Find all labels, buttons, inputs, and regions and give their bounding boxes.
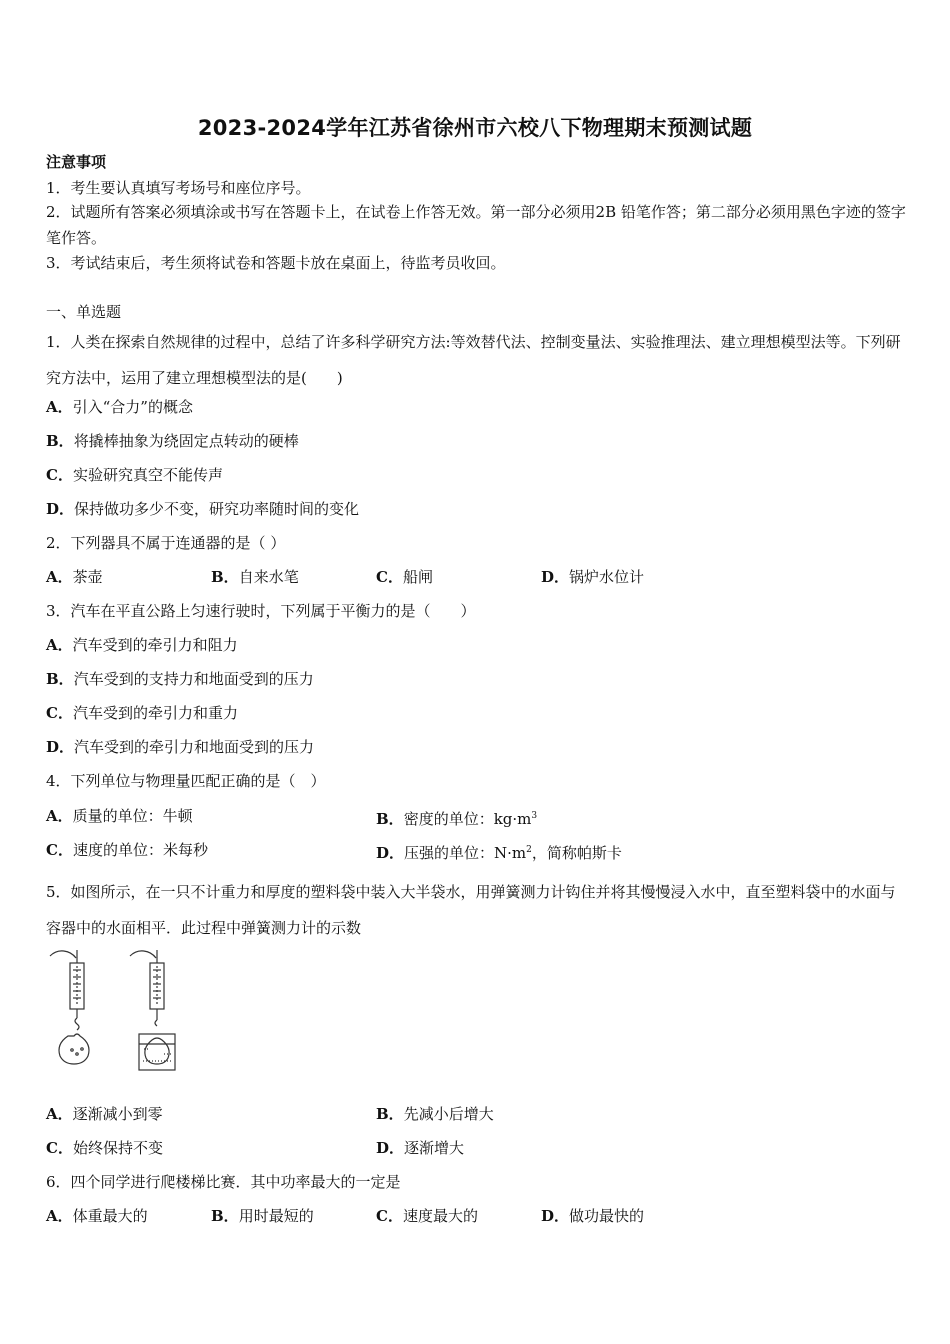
option-letter: A．	[46, 568, 73, 586]
option-b	[46, 431, 299, 451]
option-d	[376, 1138, 464, 1158]
option-letter: A．	[46, 807, 73, 825]
option-letter: C．	[376, 1207, 403, 1225]
option-d	[376, 840, 622, 863]
option-letter: D．	[46, 500, 75, 518]
question-stem: 1．人类在探索自然规律的过程中，总结了许多科学研究方法:等效替代法、控制变量法、实验推理法、建立理想模型法等。下列研究方法中，运用了建立理想模型法的是( )	[46, 333, 901, 387]
option-d	[46, 737, 314, 757]
question-stem: 2．下列器具不属于连通器的是（ ）	[46, 534, 286, 552]
spring-scale-figure	[46, 946, 196, 1076]
option-letter: D．	[376, 844, 405, 862]
question-stem: 6．四个同学进行爬楼梯比赛．其中功率最大的一定是	[46, 1173, 401, 1191]
option-c	[46, 840, 208, 860]
option-a	[46, 806, 193, 826]
option-c	[376, 567, 433, 587]
option-text: 汽车受到的牵引力和阻力	[72, 636, 238, 654]
option-letter: A．	[46, 1105, 73, 1123]
option-letter: B．	[211, 1207, 239, 1225]
option-text: 茶壶	[72, 568, 103, 586]
option-text: 用时最短的	[238, 1207, 314, 1225]
option-letter: C．	[376, 568, 403, 586]
superscript: 3	[531, 811, 538, 821]
option-b	[211, 567, 299, 587]
option-text: 锅炉水位计	[569, 568, 645, 586]
option-letter: A．	[46, 636, 73, 654]
option-letter: C．	[46, 704, 73, 722]
option-text: 速度的单位：米每秒	[72, 841, 208, 859]
option-text: 船闸	[402, 568, 433, 586]
option-letter: A．	[46, 1207, 73, 1225]
option-text: 汽车受到的支持力和地面受到的压力	[73, 670, 314, 688]
option-text: 做功最快的	[569, 1207, 645, 1225]
option-text: 引入“合力”的概念	[72, 398, 193, 416]
spring-scale-left	[50, 950, 89, 1064]
notice-item: 2．试题所有答案必须填涂或书写在答题卡上，在试卷上作答无效。第一部分必须用2B 铅笔作答；第二部分必须用黑色字迹的签字笔作答。	[46, 203, 906, 247]
question-stem: 3．汽车在平直公路上匀速行驶时，下列属于平衡力的是（ ）	[46, 602, 476, 620]
option-text: 密度的单位：kg·m	[403, 810, 532, 828]
option-text: 先减小后增大	[403, 1105, 494, 1123]
option-letter: C．	[46, 841, 73, 859]
option-d	[541, 567, 644, 587]
option-tail: ，简称帕斯卡	[531, 844, 622, 862]
option-d	[46, 499, 359, 519]
option-c	[46, 1138, 163, 1158]
option-letter: D．	[541, 568, 570, 586]
option-text: 逐渐增大	[404, 1139, 465, 1157]
option-letter: D．	[46, 738, 75, 756]
option-b	[376, 1104, 494, 1124]
option-text: 实验研究真空不能传声	[72, 466, 223, 484]
question-stem: 4．下列单位与物理量匹配正确的是（ ）	[46, 772, 326, 790]
option-letter: B．	[46, 670, 74, 688]
option-letter: B．	[376, 810, 404, 828]
option-text: 将撬棒抽象为绕固定点转动的硬棒	[73, 432, 299, 450]
option-b	[376, 806, 537, 829]
section-heading: 一、单选题	[46, 303, 122, 321]
question-stem: 5．如图所示，在一只不计重力和厚度的塑料袋中装入大半袋水，用弹簧测力计钩住并将其慢慢浸入水中，直至塑料袋中的水面与容器中的水面相平．此过程中弹簧测力计的示数	[46, 883, 896, 937]
option-text: 质量的单位：牛顿	[72, 807, 193, 825]
option-text: 自来水笔	[238, 568, 299, 586]
option-a	[46, 1206, 148, 1226]
option-b	[211, 1206, 314, 1226]
option-letter: B．	[46, 432, 74, 450]
option-text: 保持做功多少不变，研究功率随时间的变化	[74, 500, 360, 518]
superscript: 2	[526, 845, 532, 855]
spring-scale-right	[130, 950, 175, 1070]
option-text: 汽车受到的牵引力和重力	[72, 704, 238, 722]
option-b	[46, 669, 314, 689]
option-a	[46, 397, 193, 417]
option-text: 压强的单位：N·m	[404, 844, 527, 862]
option-text: 逐渐减小到零	[72, 1105, 163, 1123]
option-a	[46, 635, 238, 655]
option-letter: C．	[46, 1139, 73, 1157]
option-letter: B．	[376, 1105, 404, 1123]
option-letter: C．	[46, 466, 73, 484]
option-d	[541, 1206, 644, 1226]
option-letter: D．	[376, 1139, 405, 1157]
option-c	[376, 1206, 478, 1226]
option-c	[46, 703, 238, 723]
page-title: 2023-2024学年江苏省徐州市六校八下物理期末预测试题	[197, 116, 753, 140]
notice-item: 1．考生要认真填写考场号和座位序号。	[46, 179, 311, 197]
option-a	[46, 567, 103, 587]
notice-heading: 注意事项	[46, 153, 107, 171]
option-letter: D．	[541, 1207, 570, 1225]
option-text: 体重最大的	[72, 1207, 148, 1225]
option-letter: B．	[211, 568, 239, 586]
option-c	[46, 465, 223, 485]
option-text: 速度最大的	[402, 1207, 478, 1225]
option-a	[46, 1104, 163, 1124]
notice-item: 3．考试结束后，考生须将试卷和答题卡放在桌面上，待监考员收回。	[46, 254, 506, 272]
option-text: 汽车受到的牵引力和地面受到的压力	[74, 738, 315, 756]
option-text: 始终保持不变	[72, 1139, 163, 1157]
option-letter: A．	[46, 398, 73, 416]
